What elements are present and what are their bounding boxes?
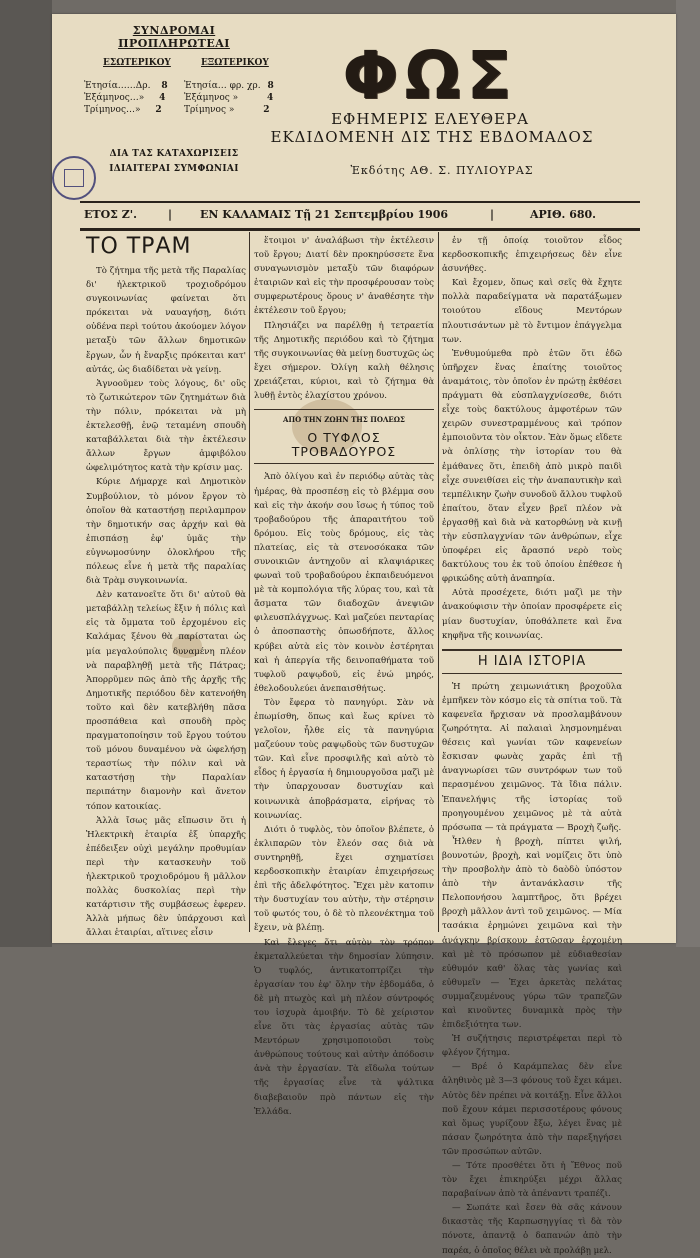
paragraph: Αὐτὰ προσέχετε, διότι μαζὶ με τὴν ἀνακούφισιν τὴν ὁποίαν προσφέρετε εἰς μίαν δυστυχίαν, ὑποθάλπετε καὶ ἕνα κηφῆνα τῆς κοινωνίας.	[442, 588, 622, 641]
newspaper-logo	[270, 37, 590, 114]
domestic-label: ΕΣΩΤΕΡΙΚΟΥ	[103, 58, 171, 68]
column-divider	[249, 232, 250, 932]
column-divider	[438, 232, 439, 932]
subscription-box	[79, 24, 274, 174]
domestic-rate-row: Τρίμηνος…» 2	[84, 105, 162, 115]
paragraph: Καὶ ἔχομεν, ὅπως καὶ σεῖς θὰ ἔχητε πολλὰ παραδείγματα νὰ παρατάξωμεν τοιούτου εἴδους Μεντόρων πλουτισάντων μὲ τὸ ἔντιμον ἐπάγγελμα των.	[442, 278, 622, 345]
paper-subtitle-2: ΕΚΔΙΔΟΜΕΝΗ ΔΙΣ ΤΗΣ ΕΒΔΟΜΑΔΟΣ	[270, 128, 594, 146]
column-1	[86, 234, 246, 939]
paragraph: — Σωπάτε καὶ ἔσεν θὰ σᾶς κάνουν δικαστὰς τῆς Καρπωσηγγίας τὶ δὰ τὸν πόνοτε, ἀπαντᾷ ὁ δαπανών ἀπὸ τὴν παρέα, ὁ ὁποῖος θέλει νὰ προλάβῃ μελ.	[442, 1203, 622, 1256]
domestic-rate-row: Ἐτησία……Δρ. 8	[84, 81, 168, 91]
paragraph: Ἐνθυμούμεθα πρὸ ἐτῶν ὅτι ἐδῶ ὑπῆρχεν ἕνας ἐπαίτης τοιοῦτος ἀναμάτοις, τὸν ὁποῖον ἐν πρώτῃ ἐκθέσει πράγματι θὰ εὐσπλαγχνίσεσθε, διότι εἶχε τοὺς δακτύλους ἀμφοτέρων τῶν χειρῶν συνεστραμμένους καὶ τρόπον ἐμποιοῦντα τὸν οἶκτον. Ἐὰν ὅμως εἴδετε νὰ ὁπλίσῃς τὴν ἱστορίαν του θὰ ἐμάθανες ὅτι, ἐπειδὴ ἀπὸ μικρὸ παιδὶ εἶχε συνειθίσει εἰς τὴν ἀναπαυτικὴν καὶ τεμπέλικην ζωὴν συνοδοῦ ἄλλου τυφλοῦ ἐπαίτου, ὅταν εἶχεν βρεῖ πλέον νὰ ἐργασθῇ καὶ διὰ νὰ κατορθώνῃ νὰ κινῇ τὴν εὐσπλαγχνίαν τῶν ἀνθρώπων, εἶχε ὑποφέρει εἰς ἄρασπό νερὸ τοὺς δακτύλους του ἐκ τοῦ ὁποίου ἐπέθεσε ἡ φρικώδης αὐτὴ ἀναπηρία.	[442, 348, 622, 585]
domestic-rate-row: Ἑξάμηνος…» 4	[84, 93, 166, 103]
newspaper-page	[52, 14, 676, 1256]
ads-line-2: ΙΔΙΑΙΤΕΡΑΙ ΣΥΜΦΩΝΙΑΙ	[109, 164, 239, 174]
paragraph: Τὸ ζήτημα τῆς μετὰ τῆς Παραλίας δι' ἠλεκτρικοῦ τροχιοδρόμου συγκοινωνίας φαίνεται ὅτι πρόκειται νὰ ναυαγήσῃ, διότι οὐδένα περὶ τούτου ἀκούομεν λόγον μεταξὺ τῶν ἄλλων δημοτικῶν ἔργων, ὧν ἡ ἔναρξις πρόκειται κατ' αὐτάς, ὡς διαδίδεται νὰ γείνῃ.	[86, 266, 246, 375]
library-stamp-icon	[52, 156, 96, 200]
ads-line-1: ΔΙΑ ΤΑΣ ΚΑΤΑΧΩΡΙΣΕΙΣ	[109, 149, 239, 159]
paragraph: Τὸν ἔφερα τὸ πανηγύρι. Σὰν νὰ ἐπωμίσθη, ὅπως καὶ ἔως κρίνει τὸ γελοῖον, ἦλθε εἰς τὰ πανηγύρια μαζεύουν τοὺς ραψῳδοὺς τῶν δυστυχῶν τῶν. Καὶ εἶνε προσφιλῆς καὶ αὐτὸ τὸ εἶδος ἡ ἐργασία ἡ δημιουργοῦσα μαζὶ μὲ τὴν ὑπαρχουσαν δυστυχίαν καὶ κοινωνικὰ ἀποβράσματα, εἰρήνας τὸ κοινωνίας.	[254, 697, 434, 821]
scan-background-left	[0, 0, 52, 947]
foreign-label: ΕΞΩΤΕΡΙΚΟΥ	[201, 58, 269, 68]
paragraph: ἕτοιμοι ν' ἀναλάβωσι τὴν ἐκτέλεσιν τοῦ ἔργου; Διατί δὲν προκηρύσσετε ἕνα συναγωνισμὸν μεταξὺ τῶν διαφόρων ἑταιριῶν καὶ εἰς τὴν προσφέρουσαν τοὺς συμφερωτέρους ὅρους ν' ἀναθέσητε τὴν ἐκτέλεσιν τοῦ ἔργου;	[254, 236, 434, 317]
issue-number: ΑΡΙΘ. 680.	[530, 208, 596, 221]
column-3	[442, 234, 622, 1256]
paragraph: Ἀγνοοῦμεν τοὺς λόγους, δι' οὓς τὸ ζωτικώτερον τῶν ζητημάτων διὰ τὴν πόλιν, πρόκειται νὰ μὴ ἐκτελεσθῇ, ἐνῷ τεταμένη σπουδὴ καταβάλλεται διὰ τὴν ἐκτέλεσιν ἄλλων ἔργων ἀμφιβόλου ὠφελιμότητος κατὰ τὴν κρίσιν μας.	[86, 378, 246, 474]
paragraph: — Βρέ ὁ Καράμπελας δὲν εἶνε ἀληθινὸς μὲ 3—3 φόνους τοῦ ἔχει κάμει. Αὐτὸς δὲν πρέπει νὰ κοιτάξῃ. Εἶνε ἄλλοι ποῦ ἔχουν κάμει περισσοτέρους φόνους καὶ ὅμως γυρίζουν ἔξω, λέγει ἕνας μὲ πάσαν ζωηρότητα ἀπὸ τὴν παρεξηγήσει τῶν προσώπων αὐτῶν.	[442, 1062, 622, 1157]
paragraph: Πλησιάζει να παρέλθῃ ἡ τετραετία τῆς Δημοτικῆς περιόδου καὶ τὸ ζήτημα τῆς συγκοινωνίας θὰ μείνῃ δυστυχῶς ὡς ἔχει σήμερον. Ὀλίγη καλὴ θέλησις χρειάζεται, κύριοι, καὶ τὸ ζήτημα θὰ λυθῇ ἐντὸς ἐλαχίστου χρόνου.	[254, 320, 434, 402]
paragraph: ἐν τῇ ὁποίᾳ τοιοῦτον εἶδος κερδοσκοπικῆς ἐπιχειρήσεως δὲν εἶνε ἀσυνήθες.	[442, 236, 622, 275]
article-headline-same-story: Η ΙΔΙΑ ΙΣΤΟΡΙΑ	[442, 649, 622, 674]
paragraph: Καὶ ἔλεγες ὅτι αὐτὸν τὸν τρόπον ἐκμεταλλεύεται τὴν δημοσίαν λύπησιν. Ὁ τυφλός, ἀντικατοπτρίζει τὴν ἐργασίαν του ἐφ' ὅλην τὴν ἑβδομάδα, ὁ δὲ μὴ πτωχὸς καὶ μὴ πλέον σύντροφός του ἰσχυρὰ ἀμοιβήν. Τὸ δὲ χείριστον εἶνε ὅτι τὰς ἐργασίας αὐτὰς τῶν Μεντόρων χρησιμοποιοῦσι τοὺς ἀνθρώπους τούτους καὶ αὐτὴν ἀπόδοσιν ἀνὰ τὴν ἐργασίαν. Τὰ εἴδωλα τούτων τῆς ἐργασίας εἶνε τὰ ψάλτικα διαβεβαιοῦν πρὸ πάντων εἰς τὴν Ἑλλάδα.	[254, 937, 434, 1117]
paragraph: Διότι ὁ τυφλὸς, τὸν ὁποῖον βλέπετε, ὁ ἐκλιπαρῶν τὸν ἔλεόν σας διὰ νὰ συντηρηθῇ, ἔχει σχηματίσει κερδοσκοπικὴν ἑταιρίαν ἐπιχειρήσεως ἐπὶ τῆς ἀδελφότητος. Ἔχει μὲν κατοπιν τὴν δυστυχίαν του αὐτὴν, τὴν στέρησιν τοῦ φωτός του, ὁ δὲ τὸ πλεονέκτημα τοῦ ἔχειν, νὰ βλέπῃ.	[254, 824, 434, 934]
foreign-rate-row: Τρίμηνος » 2	[184, 105, 270, 115]
paragraph: — Τότε προσθέτει ὅτι ἡ Ἔθνος ποῦ τὸν ἔχει ἐπικηρύξει μέχρι ἄλλας παραβαίνων ἀπὸ τὰ ἀπέναντι τραπέζι.	[442, 1161, 622, 1200]
paragraph: Ἡ συζήτησις περιστρέφεται περὶ τὸ φλέγον ζήτημα.	[442, 1034, 622, 1059]
dateline-separator: |	[168, 208, 173, 221]
place-date: ΕΝ ΚΑΛΑΜΑΙΣ Τῇ 21 Σεπτεμβρίου 1906	[200, 208, 449, 221]
article-headline-tram: ΤΟ ΤΡΑΜ	[86, 234, 192, 259]
paragraph: Κύριε Δήμαρχε καὶ Δημοτικὸν Συμβούλιον, τὸ μόνον ἔργον τὸ ὁποῖον θὰ καταστήσῃ περιλαμπρον τὴν δημοτικήν σας ἀρχήν καὶ θὰ ἐπισπάσῃ ἐφ' ὑμᾶς τὴν εὐγνωμοσύνην ὁλοκλήρου τῆς πόλεως εἶνε ἡ μετὰ τῆς παραλίας διὰ Τρὰμ συγκοινωνία.	[86, 477, 246, 587]
dateline-separator: |	[490, 208, 495, 221]
article-headline-blind-troubadour: Ο ΤΥΦΛΟΣ ΤΡΟΒΑΔΟΥΡΟΣ	[254, 431, 434, 464]
section-heading: ΑΠΟ ΤΗΝ ΖΩΗΝ ΤΗΣ ΠΟΛΕΩΣ	[254, 409, 434, 427]
paragraph: Ἀλλὰ ἴσως μᾶς εἴπωσιν ὅτι ἡ Ἠλεκτρικὴ ἑταιρία ἐξ ὑπαρχῆς ἐπέδειξεν οὐχὶ μεγάλην προθυμίαν περὶ τὴν κατασκευὴν τοῦ ἠλεκτρικοῦ τροχιοδρόμου ἢ μᾶλλον πολλὰς δυσκολίας περὶ τὴν κατάρτισιν τῆς συμβάσεως ἐφερεν. Ἀλλὰ μήπως δὲν ὑπάρχουσι καὶ ἄλλαι ἑταιρίαι, αἵτινες εἶσιν	[86, 815, 246, 939]
scan-background-right	[676, 0, 700, 947]
paper-subtitle-1: ΕΦΗΜΕΡΙΣ ΕΛΕΥΘΕΡΑ	[331, 110, 529, 128]
logo-text: ΦΩΣ	[342, 37, 518, 114]
column-2	[254, 234, 434, 1117]
paragraph: Δὲν κατανοεῖτε ὅτι δι' αὐτοῦ θὰ μεταβάλλῃ τελείως ἔξιν ἡ πόλις καὶ εἰς τὰ ὄμματα τοῦ ἐρχομένου εἰς Καλάμας ξένου θὰ παρίσταται ὡς μία μεγαλούπολις δυναμένη πλέον νὰ παραβληθῇ μετὰ τῆς Πάτρας; Ἀπορρῦμεν πῶς ἀπὸ τῆς ἀρχῆς τῆς Δημοτικῆς περιόδου δὲν κατενοήθη τοῦτο καὶ δὲν κατεβλήθη πᾶσα προσπάθεια καὶ σπουδὴ πρὸς πραγματοποίησιν τοῦ ἔργου τούτου τοῦ μόνου δυναμένου νὰ ὠφελήσῃ τεραστίως τὴν πόλιν καὶ νὰ καταστήσῃ τὴν Παραλίαν περιπάτην διαμονὴν καὶ ἄνετον τόπον κατοικίας.	[86, 590, 246, 812]
paragraph: Ἀπὸ ὀλίγου καὶ ἐν περιόδῳ αὐτὰς τὰς ἡμέρας, θὰ προσπέσῃ εἰς τὸ βλέμμα σου καὶ εἰς τὴν ἀκοήν σου ἴσως ἡ τύπος τοῦ τροβαδούρου τῆς ἀπαραιτήτου τοῦ δρόμου. Εἰς τοὺς δρόμους, εἰς τὰς πλατείας, εἰς τὰ στενοσόκακα τῶν συνοικιῶν ἀντηχοῦν αἱ κλαψιάρικες φωναὶ τοῦ τροβαδούρου ἐκπαιδευόμενοι μὲ τὰ κομπολόγια τῆς λύρας του, καὶ τὰ ἄσματα τῶν διαδοχῶν ἀνεψιῶν φιλευσπλάγχνως. Καὶ μαζεύει πενταρίας ὁ ἀποσπαστὴς ὀπωσδήποτε, ἄλλος κρύβει αὐτὰ εἰς τὸν κοινὸν ἐστέρηται καὶ ἡ ἀπεργία τῆς δεινοπαθήματα τοῦ τυφλοῦ ραψῳδοῦ, εἰς ἐνώ μηρός, ἐθελοδουλεύει ἀνεπαισθήτως.	[254, 472, 434, 694]
paragraph: Ἡ πρώτη χειμωνιάτικη βροχοῦλα ἐμπῆκεν τὸν κόσμο εἰς τὰ σπίτια τοῦ. Τὰ καφενεῖα ἤρχισαν νὰ προσλαμβάνουν ζωηρότητα. Αἱ παλαιαὶ λησμονημέναι θέσεις καὶ γωνίαι τῶν καφενείων ἔσκισαν φωνὰς χαρᾶς ἐπὶ τῇ ἀναγνωρίσει τῶν συντρόφων των τοῦ περασμένου χειμῶνος. Τὰ ἴδια πάλιν. Ἐπανελήψις τῆς ἱστορίας τοῦ προηγουμένου χειμῶνος μὲ τὰ αὐτὰ πρόσωπα — τὰ πράγματα — Βροχὴ ζωῆς.	[442, 681, 622, 833]
year-label: ΕΤΟΣ Z'.	[84, 208, 137, 221]
paragraph: Ἦλθεν ἡ βροχὴ, πίπτει ψιλή, βουνοτών, βροχὴ, καὶ νομίζεις ὅτι ὑπὸ τὴν προσβολὴν ἀπὸ τὸ δαὸδὸ ὑπόστον ἀπὸ τὴν ἀντανάκλασιν τῆς Πελοπονήσου λαμπτῆρος, ὅτι βρέχει βροχὴ μᾶλλον ἀντὶ τοῦ χειμῶνος. — Μία τασάκια ἐρημώνει χειμῶνα καὶ τὴν ἀνάγκην βρίσκουν ἐστῶσαν ἐρχομένη καὶ μὲ τὸ πρόσωπον μὲ εὐδιαθεσίαν εὐθυμόν καθ' ὅλας τὰς γωνίας καὶ εὐθυμεῖν — Ἐχει ἀρκετὰς πελάτας συμμαζευμένους γύρω τῶν τραπεζῶν καὶ κινοῦντες δυναμικὰ πρὸς τὴν ἐπιδεξιότητα των.	[442, 836, 622, 1031]
dateline	[80, 208, 640, 226]
masthead-rule-top	[80, 201, 640, 203]
subscriptions-title: ΣΥΝΔΡΟΜΑΙ ΠΡΟΠΛΗΡΩΤΕΑΙ	[118, 24, 230, 50]
masthead-rule-bottom	[80, 228, 640, 231]
foreign-rate-row: Ἐτησία… φρ. χρ. 8	[184, 81, 274, 91]
publisher-line: Ἐκδότης ΑΘ. Σ. ΠΥΛΙΟΥΡΑΣ	[350, 164, 534, 177]
foreign-rate-row: Ἑξάμηνος » 4	[184, 93, 274, 103]
